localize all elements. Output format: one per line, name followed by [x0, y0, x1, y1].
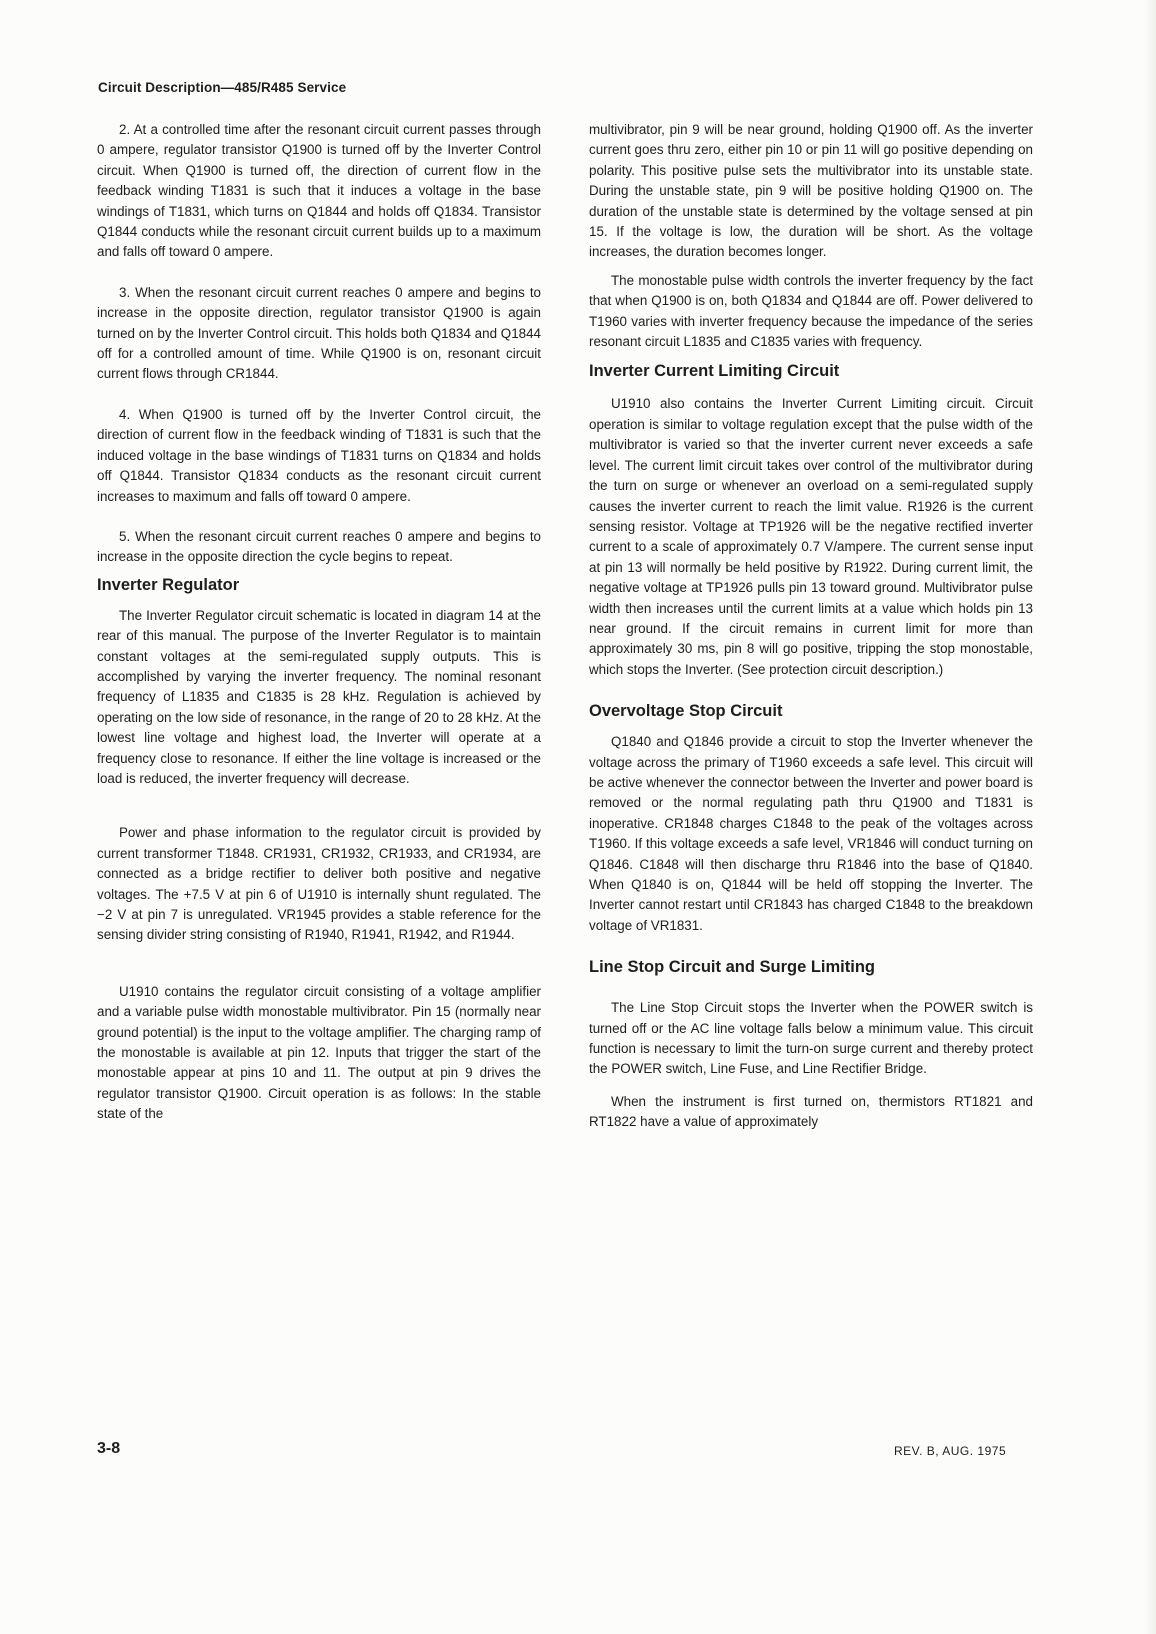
step-2-paragraph: 2. At a controlled time after the resonant circuit current passes through 0 ampere, regulator transistor Q1900 is turned off by the Inverter Control circuit. When Q1900 is turned off, the direction of current flow in the feedback winding T1831 is such that it induces a voltage in the base windings of T1831, which turns on Q1844 and holds off Q1834. Transistor Q1844 conducts while the resonant circuit current builds up to a maximum and falls off toward 0 ampere. [97, 122, 541, 260]
overvoltage-heading: Overvoltage Stop Circuit [589, 702, 783, 721]
line-stop-heading: Line Stop Circuit and Surge Limiting [589, 958, 876, 977]
step-3-paragraph: 3. When the resonant circuit current reaches 0 ampere and begins to increase in the opposite direction, regulator transistor Q1900 is again turned on by the Inverter Control circuit. This holds both Q1834 and Q1844 off for a controlled amount of time. While Q1900 is on, resonant circuit current flows through CR1844. [97, 284, 541, 382]
regulator-paragraph-3: U1910 contains the regulator circuit consisting of a voltage amplifier and a variable pulse width monostable multivibrator. Pin 15 (normally near ground potential) is the input to the voltage amplifier. The charging ramp of the monostable is available at pin 12. Inputs that trigger the start of the monostable appear at pins 10 and 11. The output at pin 9 drives the regulator transistor Q1900. Circuit operation is as follows: In the stable state of the [97, 983, 541, 1122]
current-limiting-heading: Inverter Current Limiting Circuit [589, 362, 840, 381]
revision-label: REV. B, AUG. 1975 [894, 1444, 1007, 1458]
step-5-paragraph: 5. When the resonant circuit current reaches 0 ampere and begins to increase in the opposite direction the cycle begins to repeat. [97, 528, 541, 565]
right-column [589, 120, 1033, 1133]
line-stop-paragraph-2: When the instrument is first turned on, thermistors RT1821 and RT1822 have a value of approximately [589, 1093, 1033, 1130]
current-limiting-paragraph: U1910 also contains the Inverter Current Limiting circuit. Circuit operation is similar to voltage regulation except that the pulse width of the multivibrator is varied so that the inverter current never exceeds a safe level. The current limit circuit takes over control of the multivibrator during the turn on surge or whenever an overload on a semi-regulated supply causes the inverter current to reach the limit value. R1926 is the current sensing resistor. Voltage at TP1926 will be the negative rectified inverter current to a scale of approximately 0.7 V/ampere. The current sense input at pin 13 will normally be held positive by R1922. During current limit, the negative voltage at TP1926 pulls pin 13 toward ground. Multivibrator pulse width then increases until the current limits at a value which holds pin 13 near ground. If the circuit remains in current limit for more than approximately 30 ms, pin 8 will go positive, tripping the stop monostable, which stops the Inverter. (See protection circuit description.) [589, 396, 1033, 677]
page-edge-shadow [1144, 0, 1156, 1634]
regulator-paragraph-2: Power and phase information to the regulator circuit is provided by current transformer T1848. CR1931, CR1932, CR1933, and CR1934, are connected as a bridge rectifier to deliver both positive and negative voltages. The +7.5 V at pin 6 of U1910 is internally shunt regulated. The −2 V at pin 7 is unregulated. VR1945 provides a stable reference for the sensing divider string consisting of R1940, R1941, R1942, and R1944. [97, 825, 541, 943]
multivibrator-continuation-paragraph: multivibrator, pin 9 will be near ground, holding Q1900 off. As the inverter current goes thru zero, either pin 10 or pin 11 will go positive depending on polarity. This positive pulse sets the multivibrator into its unstable state. During the unstable state, pin 9 will be positive holding Q1900 on. The duration of the unstable state is determined by the voltage sensed at pin 15. If the voltage is low, the duration will be short. As the voltage increases, the duration becomes longer. [589, 122, 1033, 260]
overvoltage-paragraph: Q1840 and Q1846 provide a circuit to stop the Inverter whenever the voltage across the primary of T1960 exceeds a safe level. This circuit will be active whenever the connector between the Inverter and power board is removed or the normal regulating path thru Q1900 and T1831 is inoperative. CR1848 charges C1848 to the peak of the voltages across T1960. If this voltage exceeds a safe level, VR1846 will conduct turning on Q1846. C1848 will then discharge thru R1846 into the base of Q1840. When Q1840 is on, Q1844 will be held off stopping the Inverter. The Inverter cannot restart until CR1843 has charged C1848 to the breakdown voltage of VR1831. [589, 734, 1033, 933]
step-4-paragraph: 4. When Q1900 is turned off by the Inverter Control circuit, the direction of current flow in the feedback winding of T1831 is such that the induced voltage in the base windings of T1831 turns on Q1834 and holds off Q1844. Transistor Q1834 conducts as the resonant circuit current increases to maximum and falls off toward 0 ampere. [97, 406, 541, 504]
inverter-regulator-heading: Inverter Regulator [97, 575, 240, 594]
page-header: Circuit Description—485/R485 Service [98, 80, 347, 95]
left-column [97, 120, 541, 1125]
regulator-paragraph-1: The Inverter Regulator circuit schematic is located in diagram 14 at the rear of this manual. The purpose of the Inverter Regulator is to maintain constant voltages at the semi-regulated supply outputs. This is accomplished by varying the inverter frequency. The nominal resonant frequency of L1835 and C1835 is 28 kHz. Regulation is achieved by operating on the low side of resonance, in the range of 20 to 28 kHz. At the lowest line voltage and highest load, the Inverter will operate at a frequency close to resonance. If either the line voltage is increased or the load is reduced, the inverter frequency will decrease. [97, 607, 541, 786]
line-stop-paragraph-1: The Line Stop Circuit stops the Inverter when the POWER switch is turned off or the AC line voltage falls below a minimum value. This circuit function is necessary to limit the turn-on surge current and thereby protect the POWER switch, Line Fuse, and Line Rectifier Bridge. [589, 1000, 1033, 1077]
page-number: 3-8 [97, 1440, 121, 1457]
monostable-paragraph: The monostable pulse width controls the inverter frequency by the fact that when Q1900 is on, both Q1834 and Q1844 are off. Power delivered to T1960 varies with inverter frequency because the impedance of the series resonant circuit L1835 and C1835 varies with frequency. [589, 272, 1033, 350]
